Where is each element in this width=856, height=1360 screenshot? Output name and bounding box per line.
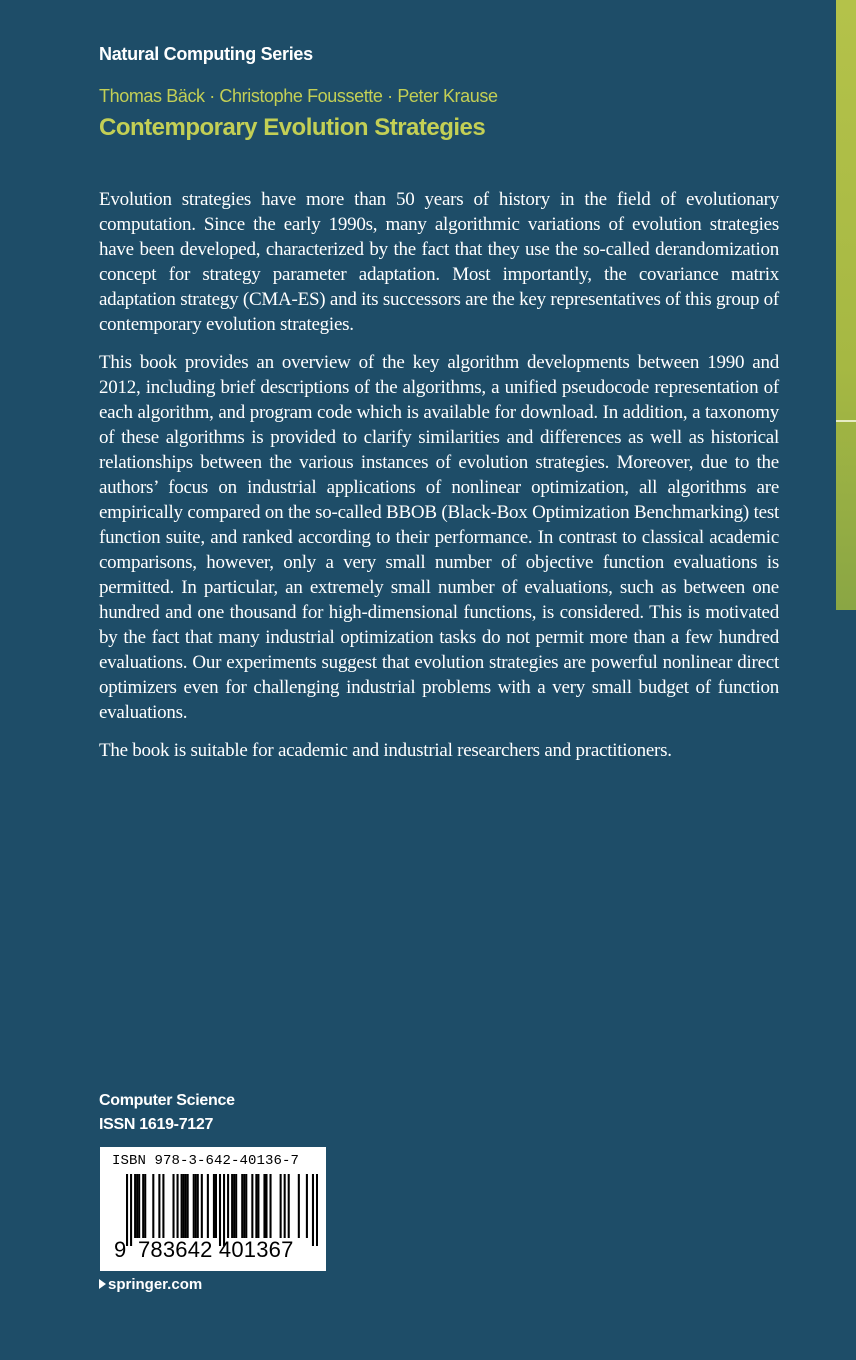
barcode-bar (284, 1174, 286, 1238)
spine-edge-strip (836, 0, 856, 610)
barcode-bar (195, 1174, 197, 1238)
barcode-bar (251, 1174, 253, 1238)
ean-first-digit: 9 (114, 1237, 127, 1262)
barcode-bar (231, 1174, 233, 1238)
barcode-bar (130, 1174, 132, 1246)
subject-category: Computer Science (99, 1092, 235, 1109)
barcode-bar (280, 1174, 282, 1238)
barcode-bar (162, 1174, 164, 1238)
barcode-bar (126, 1174, 128, 1246)
barcode-bar (185, 1174, 187, 1238)
barcode-bar (152, 1174, 154, 1238)
barcode-bar (265, 1174, 267, 1238)
barcode-bar (227, 1174, 229, 1238)
book-title: Contemporary Evolution Strategies (99, 114, 486, 141)
blurb (99, 187, 779, 776)
website-text: springer.com (108, 1276, 203, 1293)
barcode-bar (215, 1174, 217, 1238)
barcode-bar (223, 1174, 225, 1246)
barcode-bar (197, 1174, 199, 1238)
barcode-bar (219, 1174, 221, 1246)
barcode-bar (263, 1174, 265, 1238)
barcode-bar (255, 1174, 257, 1238)
barcode-bar (269, 1174, 271, 1238)
barcode-bar (136, 1174, 138, 1238)
barcode-bar (142, 1174, 144, 1238)
barcode-bar (235, 1174, 237, 1238)
series-name: Natural Computing Series (99, 44, 313, 64)
arrow-icon (99, 1279, 106, 1289)
barcode-bar (181, 1174, 183, 1238)
barcode-box (100, 1147, 326, 1271)
barcode-bar (241, 1174, 243, 1238)
blurb-paragraph-3: The book is suitable for academic and industrial researchers and practitioners. (99, 740, 672, 761)
barcode-bar (213, 1174, 215, 1238)
ean-digits: 783642 401367 (138, 1237, 294, 1262)
barcode-bar (207, 1174, 209, 1238)
barcode-bar (298, 1174, 300, 1238)
barcode-bar (257, 1174, 259, 1238)
barcode-bar (134, 1174, 136, 1238)
spine-lower (836, 610, 856, 1360)
barcode-bar (245, 1174, 247, 1238)
barcode-bar (312, 1174, 314, 1246)
subject-block (99, 1089, 235, 1137)
barcode-bar (138, 1174, 140, 1238)
barcode-bar (177, 1174, 179, 1238)
barcode-bar (193, 1174, 195, 1238)
barcode-bar (183, 1174, 185, 1238)
barcode-bar (158, 1174, 160, 1238)
barcode-bar (288, 1174, 290, 1238)
isbn-label: ISBN 978-3-642-40136-7 (112, 1153, 300, 1169)
barcode-bars (126, 1174, 318, 1246)
barcode-bar (187, 1174, 189, 1238)
spine-divider (836, 420, 856, 422)
barcode-bar (233, 1174, 235, 1238)
barcode-bar (306, 1174, 308, 1238)
barcode-bar (243, 1174, 245, 1238)
website-link[interactable] (99, 1276, 202, 1293)
issn: ISSN 1619-7127 (99, 1116, 214, 1133)
authors-line: Thomas Bäck · Christophe Foussette · Peter Krause (99, 86, 498, 106)
barcode-bar (144, 1174, 146, 1238)
blurb-paragraph-1: Evolution strategies have more than 50 years of history in the field of evolutionary computation. Since the early 1990s, many algorithmic variations of evolution strategies have been developed, characterized by the fact that they use the so-called derandomization concept for strategy parameter adaptation. Most importantly, the covariance matrix adaptation strategy (CMA-ES) and its successors are the key representatives of this group of contemporary evolution strategies. (99, 189, 779, 335)
barcode-bar (172, 1174, 174, 1238)
barcode-bar (316, 1174, 318, 1246)
barcode-bar (201, 1174, 203, 1238)
blurb-paragraph-2: This book provides an overview of the key algorithm developments between 1990 and 2012, including brief descriptions of the algorithms, a unified pseudocode representation of each algorithm, and program code which is available for download. In addition, a taxonomy of these algorithms is provided to clarify similarities and differences as well as historical relationships between the various instances of evolution strategies. Moreover, due to the authors’ focus on industrial applications of nonlinear optimization, all algorithms are empirically compared on the so-called BBOB (Black-Box Optimization Benchmarking) test function suite, and ranked according to their performance. In contrast to classical academic comparisons, however, only a very small number of objective function evaluations is permitted. In particular, an extremely small number of evaluations, such as between one hundred and one thousand for high-dimensional functions, is considered. This is motivated by the fact that many industrial optimization tasks do not permit more than a few hundred evaluations. Our experiments suggest that evolution strategies are powerful nonlinear direct optimizers even for challenging industrial problems with a very small budget of function evaluations. (99, 352, 779, 723)
